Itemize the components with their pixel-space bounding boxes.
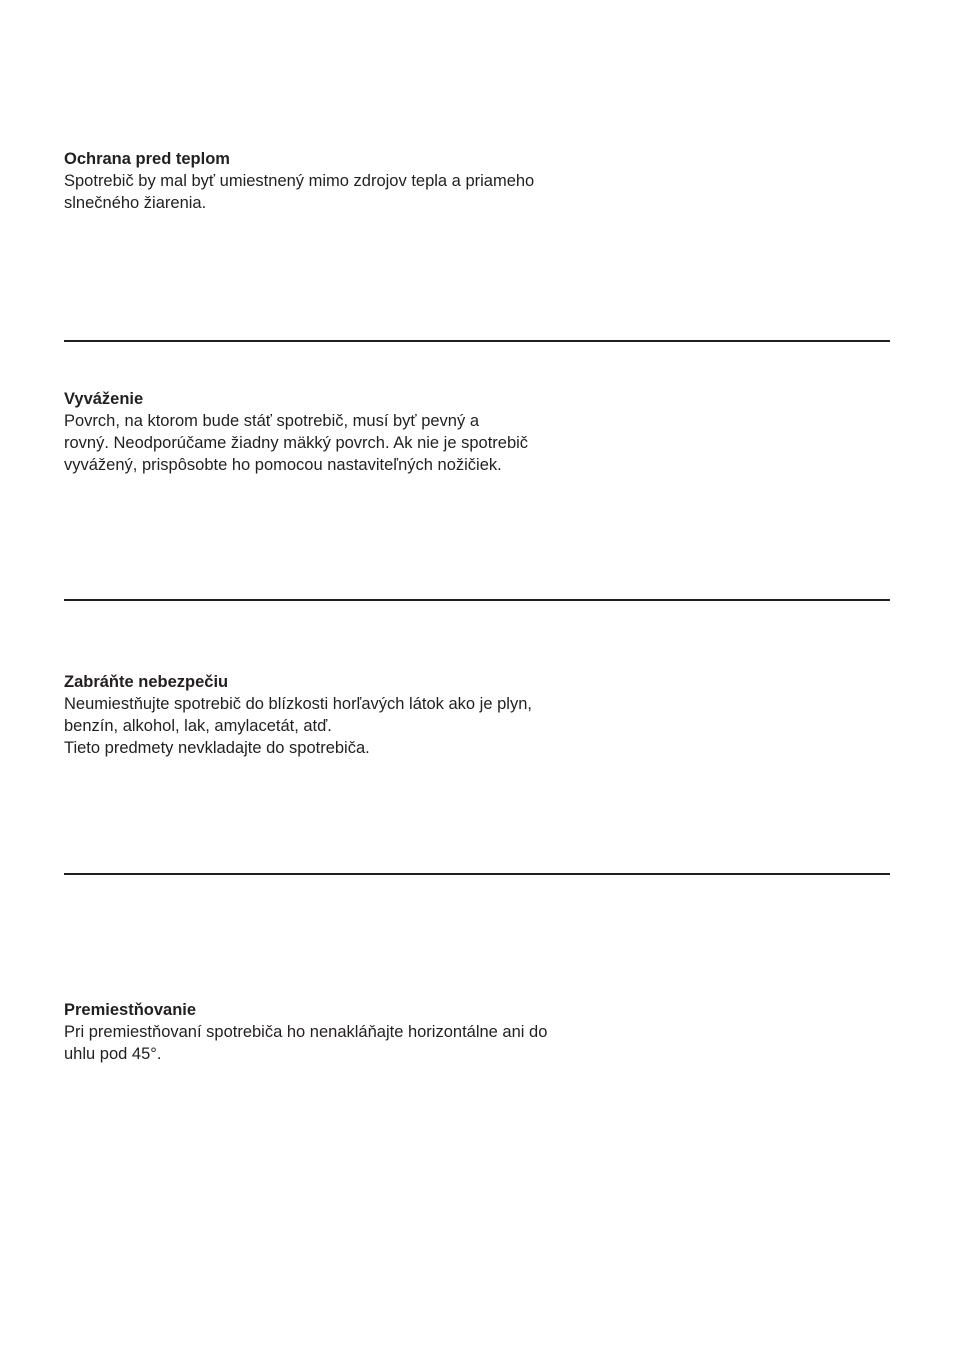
section-text-line: Tieto predmety nevkladajte do spotrebiča. — [64, 739, 370, 757]
section-text-line: uhlu pod 45°. — [64, 1045, 162, 1063]
section-divider — [64, 599, 890, 601]
section-moving — [64, 999, 624, 1065]
section-text-line: benzín, alkohol, lak, amylacetát, atď. — [64, 717, 332, 735]
section-text-line: Spotrebič by mal byť umiestnený mimo zdrojov tepla a priameho — [64, 172, 535, 190]
section-divider — [64, 873, 890, 875]
section-divider — [64, 340, 890, 342]
section-avoid-danger — [64, 671, 624, 759]
section-heading: Ochrana pred teplom — [64, 150, 230, 168]
section-text-line: vyvážený, prispôsobte ho pomocou nastaviteľných nožičiek. — [64, 456, 502, 474]
section-text-line: Povrch, na ktorom bude stáť spotrebič, musí byť pevný a — [64, 412, 479, 430]
section-text-line: rovný. Neodporúčame žiadny mäkký povrch. Ak nie je spotrebič — [64, 434, 529, 452]
section-text-line: Neumiestňujte spotrebič do blízkosti horľavých látok ako je plyn, — [64, 695, 532, 713]
section-leveling — [64, 388, 624, 476]
section-text-line: Pri premiestňovaní spotrebiča ho nenakláňajte horizontálne ani do — [64, 1023, 548, 1041]
section-heading: Vyváženie — [64, 390, 144, 408]
section-text-line: slnečného žiarenia. — [64, 194, 207, 212]
section-heading: Zabráňte nebezpečiu — [64, 673, 229, 691]
section-heat-protection — [64, 148, 624, 214]
section-heading: Premiestňovanie — [64, 1001, 197, 1019]
